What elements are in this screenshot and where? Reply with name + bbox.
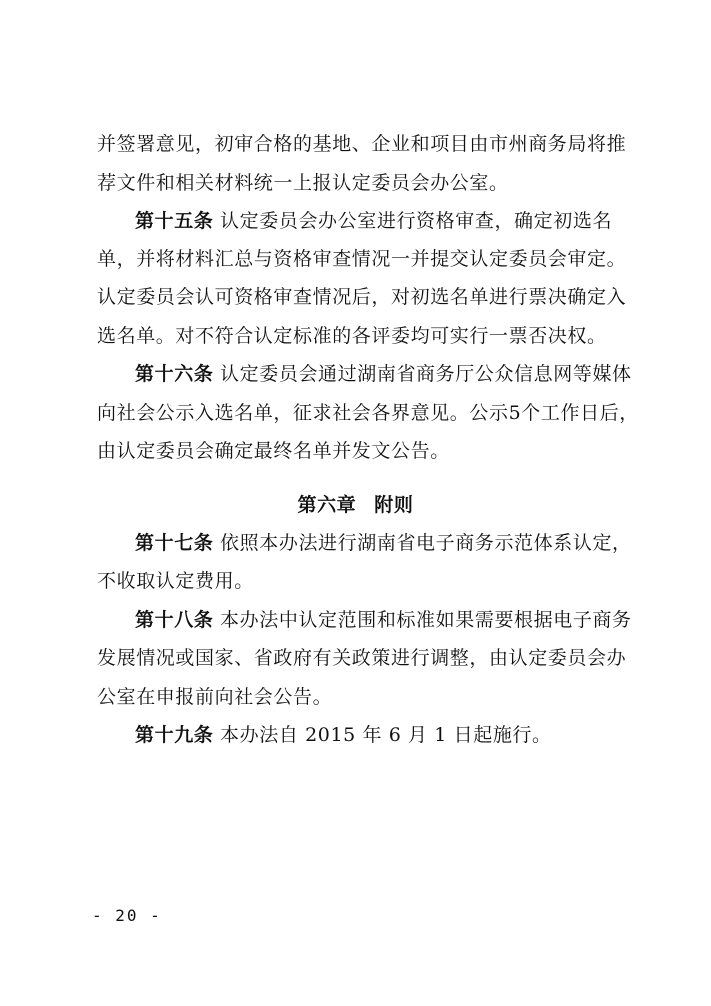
article-16-text: 认定委员会通过湖南省商务厅公众信息网等媒体 [220, 363, 632, 385]
article-17-line: 不收取认定费用。 [97, 570, 254, 592]
article-15-line: 单，并将材料汇总与资格审查情况一并提交认定委员会审定。 [97, 248, 627, 270]
article-18-line: 公室在申报前向社会公告。 [97, 686, 333, 708]
article-17-text: 依照本办法进行湖南省电子商务示范体系认定， [220, 532, 632, 554]
article-16-line: 由认定委员会确定最终名单并发文公告。 [97, 440, 450, 462]
article-19-first-line [135, 723, 637, 747]
page-number: - 20 - [92, 906, 162, 925]
paragraph-line: 荐文件和相关材料统一上报认定委员会办公室。 [97, 172, 509, 194]
article-15-line: 选名单。对不符合认定标准的各评委均可实行一票否决权。 [97, 325, 607, 347]
article-18-title: 第十八条 [135, 609, 214, 631]
article-16-first-line [135, 362, 637, 386]
article-18-line: 发展情况或国家、省政府有关政策进行调整，由认定委员会办 [97, 647, 627, 669]
article-18-text: 本办法中认定范围和标准如果需要根据电子商务 [220, 609, 632, 631]
article-16-line: 向社会公示入选名单，征求社会各界意见。公示5个工作日后， [97, 402, 639, 424]
article-15-title: 第十五条 [135, 210, 214, 232]
article-18-first-line [135, 608, 637, 632]
article-15-line: 认定委员会认可资格审查情况后，对初选名单进行票决确定入 [97, 286, 627, 308]
article-17-title: 第十七条 [135, 532, 214, 554]
chapter-title: 附则 [374, 494, 414, 516]
paragraph-line: 并签署意见，初审合格的基地、企业和项目由市州商务局将推 [97, 133, 627, 155]
chapter-heading [0, 493, 711, 517]
article-19-text: 本办法自 2015 年 6 月 1 日起施行。 [220, 724, 552, 746]
article-19-title: 第十九条 [135, 724, 214, 746]
chapter-number: 第六章 [297, 494, 357, 516]
article-17-first-line [135, 531, 637, 555]
article-15-text: 认定委员会办公室进行资格审查，确定初选名 [220, 210, 613, 232]
article-16-title: 第十六条 [135, 363, 214, 385]
article-15-first-line [135, 209, 637, 233]
